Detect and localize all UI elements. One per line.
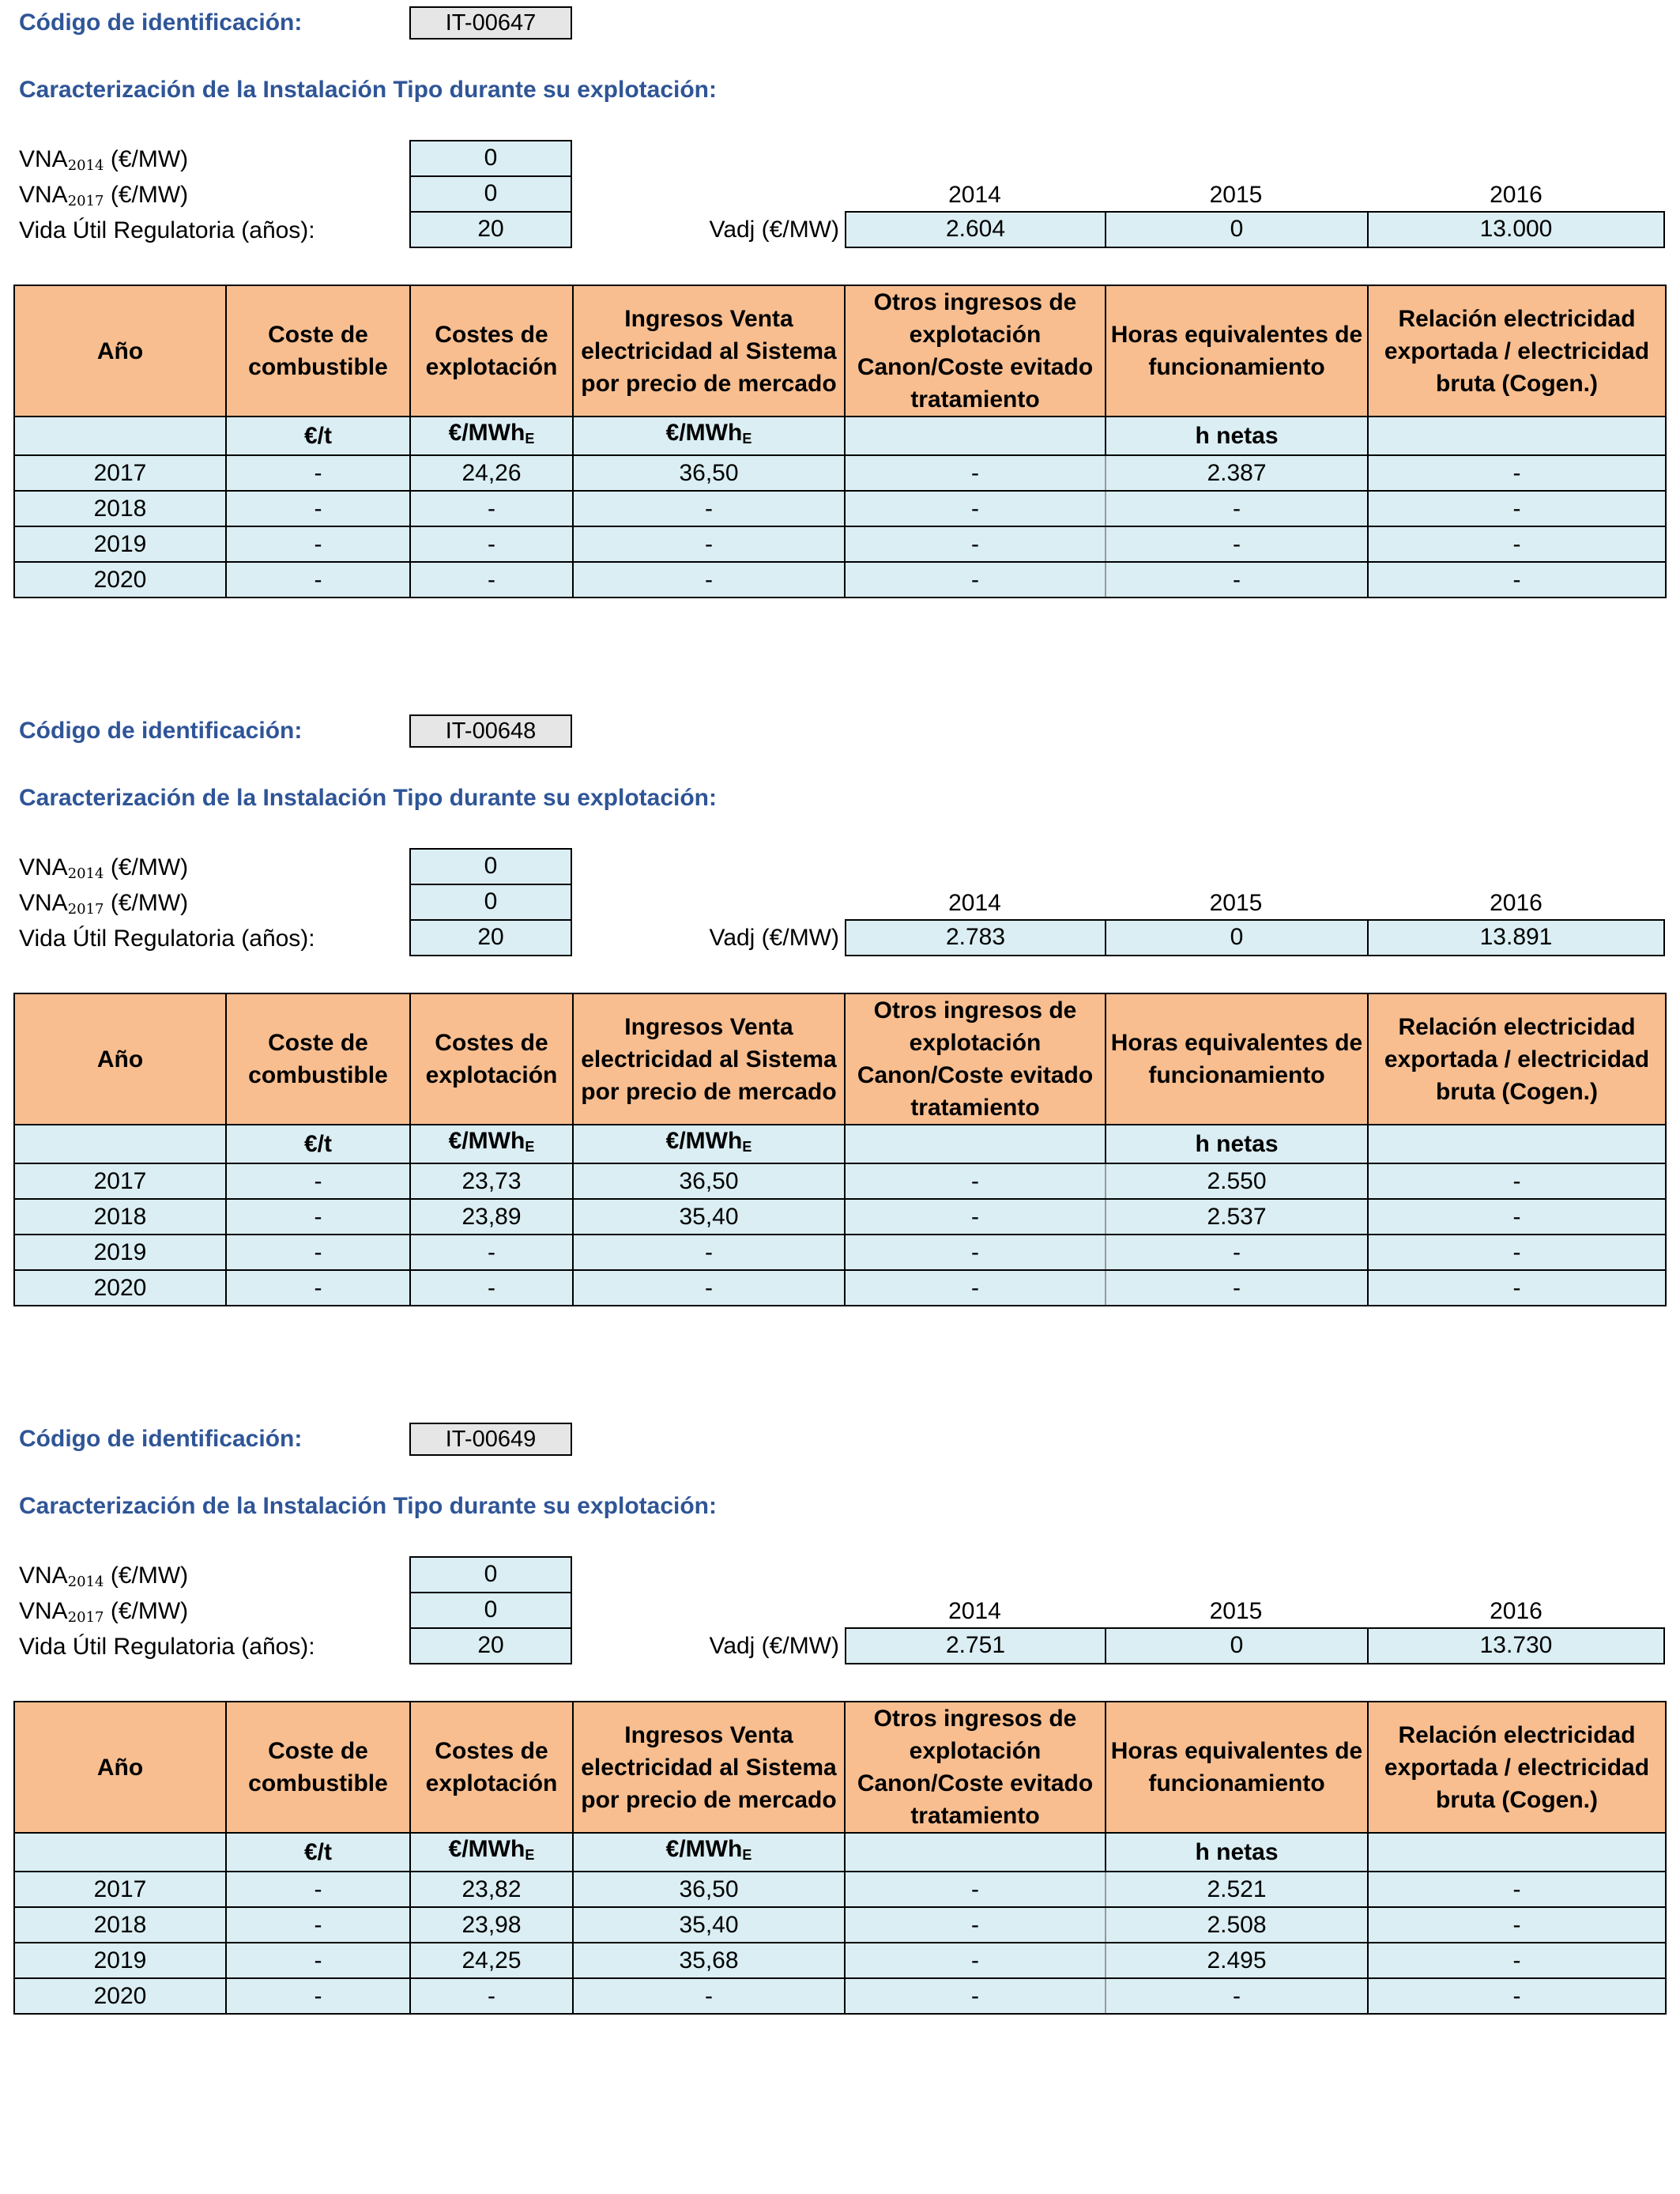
table-row: [14, 526, 1666, 562]
value-cell: -: [226, 562, 410, 598]
unit-cell: h netas: [1106, 1833, 1368, 1872]
value-cell: -: [573, 491, 845, 526]
table-units-row: [14, 417, 1666, 455]
unit-cell: [845, 1833, 1106, 1872]
value-cell: -: [1368, 1907, 1666, 1943]
unit-cell: €/MWh$_E$: [573, 1833, 845, 1872]
caracterizacion-heading: Caracterización de la Instalación Tipo durante su explotación:: [19, 785, 717, 811]
value-cell: 24,25: [410, 1943, 573, 1978]
table-row: [14, 1978, 1666, 2014]
vna2014-value: 0: [409, 140, 572, 177]
value-cell: 2.550: [1106, 1163, 1368, 1199]
value-cell: -: [1106, 526, 1368, 562]
table-row: [14, 1270, 1666, 1306]
value-cell: -: [1368, 491, 1666, 526]
value-cell: -: [573, 526, 845, 562]
vna2014-label: $VNA_{2014}$ (€/MW): [19, 854, 189, 882]
year-label-2016: 2016: [1490, 1598, 1543, 1624]
col-header-horas-equivalentes: Horas equivalentes de funcionamiento: [1106, 993, 1368, 1125]
codigo-value: IT-00647: [409, 6, 572, 40]
installation-section: [0, 1416, 1680, 2049]
unit-cell: €/MWh$_E$: [410, 1833, 573, 1872]
year-cell: 2017: [14, 1872, 226, 1907]
value-cell: 2.537: [1106, 1199, 1368, 1235]
vna2014-value: 0: [409, 1556, 572, 1593]
vadj-2015-value: 0: [1105, 919, 1369, 956]
vida-util-label: Vida Útil Regulatoria (años):: [19, 1634, 315, 1660]
value-cell: -: [1368, 1235, 1666, 1270]
vadj-label: Vadj (€/MW): [709, 925, 839, 951]
value-cell: -: [410, 562, 573, 598]
value-cell: -: [410, 491, 573, 526]
value-cell: -: [410, 1270, 573, 1306]
vida-util-value: 20: [409, 919, 572, 956]
value-cell: 36,50: [573, 1872, 845, 1907]
value-cell: -: [410, 1235, 573, 1270]
unit-cell: €/MWh$_E$: [410, 417, 573, 455]
vadj-label: Vadj (€/MW): [709, 1633, 839, 1659]
year-cell: 2017: [14, 1163, 226, 1199]
value-cell: 35,68: [573, 1943, 845, 1978]
value-cell: -: [410, 526, 573, 562]
value-cell: 35,40: [573, 1907, 845, 1943]
value-cell: -: [226, 455, 410, 491]
year-cell: 2019: [14, 1235, 226, 1270]
year-label-2014: 2014: [948, 1598, 1001, 1624]
value-cell: -: [226, 1270, 410, 1306]
value-cell: -: [226, 1163, 410, 1199]
value-cell: -: [226, 526, 410, 562]
value-cell: -: [1106, 1270, 1368, 1306]
value-cell: -: [1106, 1235, 1368, 1270]
vadj-2015-value: 0: [1105, 211, 1369, 248]
caracterizacion-heading: Caracterización de la Instalación Tipo durante su explotación:: [19, 1493, 717, 1519]
year-label-2015: 2015: [1209, 890, 1263, 916]
value-cell: -: [1368, 1978, 1666, 2014]
codigo-label: Código de identificación:: [19, 9, 303, 36]
vna2014-label: $VNA_{2014}$ (€/MW): [19, 146, 189, 174]
vida-util-label: Vida Útil Regulatoria (años):: [19, 925, 315, 952]
year-cell: 2018: [14, 1907, 226, 1943]
year-cell: 2020: [14, 1978, 226, 2014]
col-header-coste-combustible: Coste de combustible: [226, 285, 410, 417]
unit-cell: €/MWh$_E$: [573, 1125, 845, 1163]
value-cell: 36,50: [573, 455, 845, 491]
vida-util-label: Vida Útil Regulatoria (años):: [19, 217, 315, 243]
unit-cell: [845, 1125, 1106, 1163]
vna2017-label: $VNA_{2017}$ (€/MW): [19, 890, 189, 918]
vadj-2016-value: 13.891: [1367, 919, 1665, 956]
col-header-coste-combustible: Coste de combustible: [226, 993, 410, 1125]
value-cell: -: [226, 1907, 410, 1943]
unit-cell: [845, 417, 1106, 455]
explotacion-table: [13, 993, 1667, 1306]
table-header-row: [14, 993, 1666, 1125]
table-row: [14, 455, 1666, 491]
value-cell: 2.521: [1106, 1872, 1368, 1907]
unit-cell: €/MWh$_E$: [573, 417, 845, 455]
col-header-ano: Año: [14, 993, 226, 1125]
value-cell: -: [1368, 562, 1666, 598]
col-header-ingresos-venta: Ingresos Venta electricidad al Sistema por precio de mercado: [573, 285, 845, 417]
col-header-horas-equivalentes: Horas equivalentes de funcionamiento: [1106, 285, 1368, 417]
value-cell: -: [226, 1872, 410, 1907]
value-cell: 2.495: [1106, 1943, 1368, 1978]
vida-util-value: 20: [409, 211, 572, 248]
value-cell: -: [1368, 1270, 1666, 1306]
value-cell: -: [226, 1235, 410, 1270]
value-cell: 35,40: [573, 1199, 845, 1235]
caracterizacion-heading: Caracterización de la Instalación Tipo durante su explotación:: [19, 77, 717, 103]
unit-cell: [14, 417, 226, 455]
col-header-horas-equivalentes: Horas equivalentes de funcionamiento: [1106, 1702, 1368, 1833]
year-label-2015: 2015: [1209, 1598, 1263, 1624]
col-header-costes-explotacion: Costes de explotación: [410, 993, 573, 1125]
unit-cell: [1368, 1125, 1666, 1163]
year-cell: 2020: [14, 1270, 226, 1306]
installation-section: [0, 708, 1680, 1340]
value-cell: -: [845, 562, 1106, 598]
table-row: [14, 1907, 1666, 1943]
value-cell: -: [1368, 1163, 1666, 1199]
vna2017-label: $VNA_{2017}$ (€/MW): [19, 1598, 189, 1626]
table-units-row: [14, 1833, 1666, 1872]
value-cell: -: [573, 562, 845, 598]
value-cell: -: [226, 491, 410, 526]
unit-cell: [14, 1833, 226, 1872]
year-label-2014: 2014: [948, 182, 1001, 208]
vna2017-value: 0: [409, 1592, 572, 1629]
value-cell: -: [845, 491, 1106, 526]
value-cell: 24,26: [410, 455, 573, 491]
vadj-2016-value: 13.000: [1367, 211, 1665, 248]
value-cell: -: [573, 1235, 845, 1270]
value-cell: 2.508: [1106, 1907, 1368, 1943]
col-header-relacion-electricidad: Relación electricidad exportada / electricidad bruta (Cogen.): [1368, 993, 1666, 1125]
unit-cell: [14, 1125, 226, 1163]
value-cell: -: [226, 1199, 410, 1235]
vadj-2014-value: 2.783: [845, 919, 1106, 956]
table-units-row: [14, 1125, 1666, 1163]
vadj-2014-value: 2.604: [845, 211, 1106, 248]
value-cell: -: [845, 1978, 1106, 2014]
col-header-ingresos-venta: Ingresos Venta electricidad al Sistema por precio de mercado: [573, 993, 845, 1125]
value-cell: -: [845, 1199, 1106, 1235]
value-cell: -: [845, 455, 1106, 491]
table-header-row: [14, 285, 1666, 417]
value-cell: -: [1106, 1978, 1368, 2014]
value-cell: 36,50: [573, 1163, 845, 1199]
value-cell: -: [845, 1907, 1106, 1943]
col-header-coste-combustible: Coste de combustible: [226, 1702, 410, 1833]
unit-cell: €/t: [226, 417, 410, 455]
codigo-label: Código de identificación:: [19, 718, 303, 744]
value-cell: -: [573, 1978, 845, 2014]
value-cell: -: [1368, 455, 1666, 491]
col-header-costes-explotacion: Costes de explotación: [410, 285, 573, 417]
codigo-label: Código de identificación:: [19, 1426, 303, 1452]
year-cell: 2019: [14, 526, 226, 562]
col-header-relacion-electricidad: Relación electricidad exportada / electricidad bruta (Cogen.): [1368, 285, 1666, 417]
table-header-row: [14, 1702, 1666, 1833]
value-cell: -: [845, 1270, 1106, 1306]
year-cell: 2020: [14, 562, 226, 598]
year-label-2014: 2014: [948, 890, 1001, 916]
codigo-value: IT-00648: [409, 714, 572, 748]
vna2017-value: 0: [409, 884, 572, 921]
vna2014-value: 0: [409, 848, 572, 885]
unit-cell: €/t: [226, 1833, 410, 1872]
vida-util-value: 20: [409, 1627, 572, 1664]
value-cell: -: [226, 1978, 410, 2014]
table-row: [14, 1199, 1666, 1235]
col-header-relacion-electricidad: Relación electricidad exportada / electricidad bruta (Cogen.): [1368, 1702, 1666, 1833]
codigo-value: IT-00649: [409, 1423, 572, 1456]
vna2017-label: $VNA_{2017}$ (€/MW): [19, 182, 189, 209]
unit-cell: h netas: [1106, 417, 1368, 455]
table-row: [14, 1943, 1666, 1978]
unit-cell: h netas: [1106, 1125, 1368, 1163]
unit-cell: [1368, 417, 1666, 455]
value-cell: 23,82: [410, 1872, 573, 1907]
value-cell: -: [1368, 1872, 1666, 1907]
col-header-otros-ingresos: Otros ingresos de explotación Canon/Coste evitado tratamiento: [845, 1702, 1106, 1833]
explotacion-table: [13, 1701, 1667, 2015]
col-header-otros-ingresos: Otros ingresos de explotación Canon/Coste evitado tratamiento: [845, 285, 1106, 417]
year-label-2016: 2016: [1490, 182, 1543, 208]
vna2014-label: $VNA_{2014}$ (€/MW): [19, 1563, 189, 1590]
table-row: [14, 1235, 1666, 1270]
table-row: [14, 1872, 1666, 1907]
vadj-label: Vadj (€/MW): [709, 217, 839, 243]
table-row: [14, 491, 1666, 526]
year-cell: 2017: [14, 455, 226, 491]
value-cell: -: [845, 1872, 1106, 1907]
vadj-2016-value: 13.730: [1367, 1627, 1665, 1664]
year-label-2015: 2015: [1209, 182, 1263, 208]
value-cell: -: [1106, 491, 1368, 526]
year-cell: 2018: [14, 1199, 226, 1235]
value-cell: 23,89: [410, 1199, 573, 1235]
col-header-otros-ingresos: Otros ingresos de explotación Canon/Coste evitado tratamiento: [845, 993, 1106, 1125]
col-header-ingresos-venta: Ingresos Venta electricidad al Sistema por precio de mercado: [573, 1702, 845, 1833]
vna2017-value: 0: [409, 175, 572, 213]
value-cell: -: [1368, 1199, 1666, 1235]
value-cell: 23,73: [410, 1163, 573, 1199]
value-cell: -: [1368, 1943, 1666, 1978]
col-header-costes-explotacion: Costes de explotación: [410, 1702, 573, 1833]
value-cell: -: [845, 1163, 1106, 1199]
year-cell: 2019: [14, 1943, 226, 1978]
installation-section: [0, 0, 1680, 632]
value-cell: -: [410, 1978, 573, 2014]
value-cell: 2.387: [1106, 455, 1368, 491]
unit-cell: [1368, 1833, 1666, 1872]
value-cell: -: [845, 1235, 1106, 1270]
col-header-ano: Año: [14, 285, 226, 417]
value-cell: 23,98: [410, 1907, 573, 1943]
vadj-2014-value: 2.751: [845, 1627, 1106, 1664]
col-header-ano: Año: [14, 1702, 226, 1833]
value-cell: -: [845, 526, 1106, 562]
value-cell: -: [1368, 526, 1666, 562]
vadj-2015-value: 0: [1105, 1627, 1369, 1664]
explotacion-table: [13, 285, 1667, 598]
value-cell: -: [845, 1943, 1106, 1978]
year-cell: 2018: [14, 491, 226, 526]
year-label-2016: 2016: [1490, 890, 1543, 916]
value-cell: -: [226, 1943, 410, 1978]
unit-cell: €/t: [226, 1125, 410, 1163]
table-row: [14, 1163, 1666, 1199]
table-row: [14, 562, 1666, 598]
unit-cell: €/MWh$_E$: [410, 1125, 573, 1163]
value-cell: -: [1106, 562, 1368, 598]
value-cell: -: [573, 1270, 845, 1306]
